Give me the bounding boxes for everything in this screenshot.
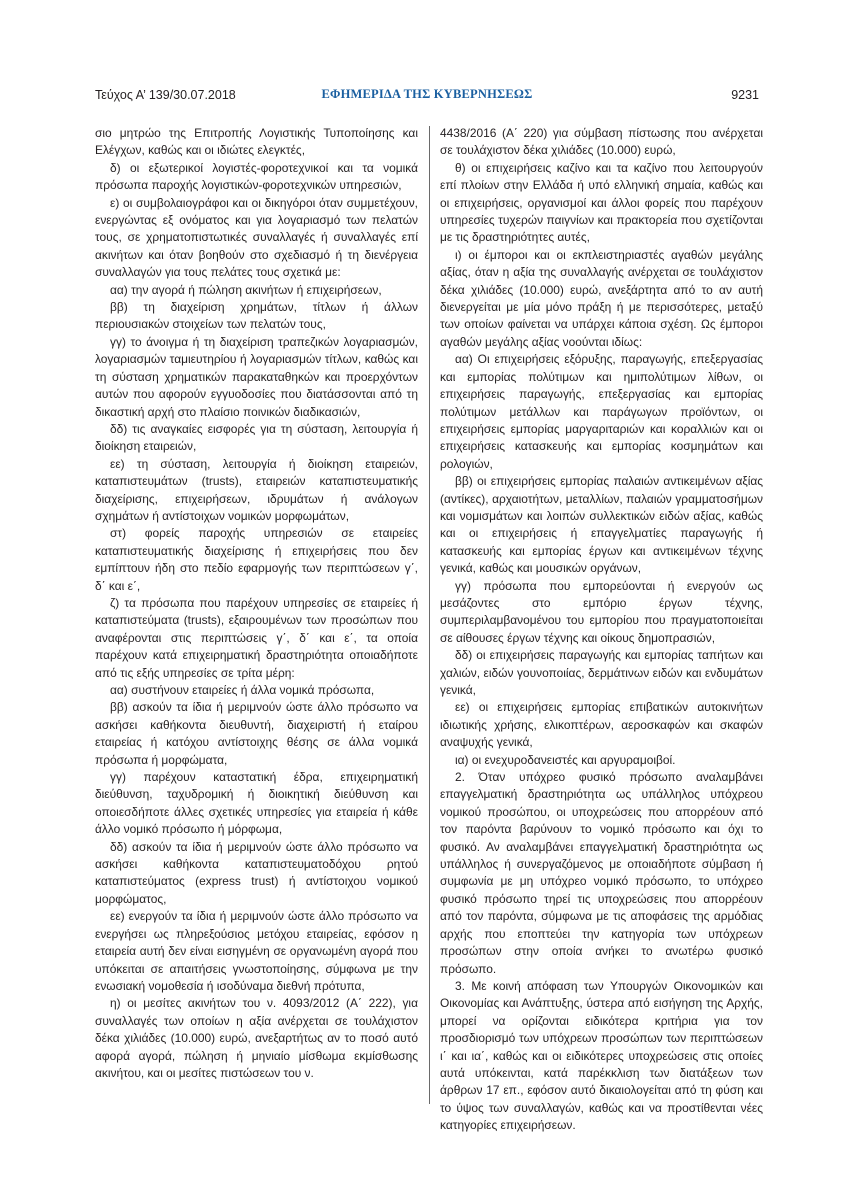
paragraph: δδ) οι επιχειρήσεις παραγωγής και εμπορίας ταπήτων και χαλιών, ειδών γουνοποιίας, δερμάτινων ειδών και ενδυμάτων γενικά, [440, 648, 763, 697]
left-column [95, 125, 418, 1082]
paragraph: γγ) παρέχουν καταστατική έδρα, επιχειρηματική διεύθυνση, ταχυδρομική ή διοικητική διεύθυνση και οποιεσδήποτε άλλες σχετικές υπηρεσίες για εταιρεία ή κάθε άλλο νομικό πρόσωπο ή μόρφωμα, [95, 770, 418, 837]
paragraph: δδ) ασκούν τα ίδια ή μεριμνούν ώστε άλλο πρόσωπο να ασκήσει καθήκοντα καταπιστευματοδόχου ρητού καταπιστεύματος (express trust) ή αντίστοιχου νομικού μορφώματος, [95, 839, 418, 906]
paragraph: ε) οι συμβολαιογράφοι και οι δικηγόροι όταν συμμετέχουν, ενεργώντας εξ ονόματος και για λογαριασμό των πελατών τους, σε χρηματοπιστωτικές συναλλαγές ή συναλλαγές επί ακινήτων και όταν βοηθούν στο σχεδιασμό ή τη διενέργεια συναλλαγών για τους πελάτες τους σχετικά με: [95, 195, 418, 280]
paragraph: θ) οι επιχειρήσεις καζίνο και τα καζίνο που λειτουργούν επί πλοίων στην Ελλάδα ή υπό ελληνική σημαία, καθώς και οι επιχειρήσεις, οργανισμοί και άλλοι φορείς που παρέχουν υπηρεσίες τυχερών παιγνίων και πρακτορεία που σχετίζονται με τις δραστηριότητες αυτές, [440, 160, 763, 245]
paragraph: ζ) τα πρόσωπα που παρέχουν υπηρεσίες σε εταιρείες ή καταπιστεύματα (trusts), εξαιρουμένων των προσώπων που αναφέρονται στις περιπτώσεις γ΄, δ΄ και ε΄, τα οποία παρέχουν κατά επιχειρηματική δραστηριότητα οποιαδήποτε από τις εξής υπηρεσίες σε τρίτα μέρη: [95, 595, 418, 680]
paragraph: αα) Οι επιχειρήσεις εξόρυξης, παραγωγής, επεξεργασίας και εμπορίας πολύτιμων και ημιπολύτιμων λίθων, οι επιχειρήσεις παραγωγής, επεξεργασίας και εμπορίας πολύτιμων μετάλλων και παράγωγων προϊόντων, οι επιχειρήσεις εμπορίας μαργαριταριών και κοραλλιών και οι επιχειρήσεις κατασκευής και εμπορίας κοσμημάτων και ρολογιών, [440, 352, 763, 471]
paragraph: ββ) τη διαχείριση χρημάτων, τίτλων ή άλλων περιουσιακών στοιχείων των πελατών τους, [95, 300, 418, 332]
paragraph: αα) την αγορά ή πώληση ακινήτων ή επιχειρήσεων, [110, 282, 382, 297]
paragraph: σιο μητρώο της Επιτροπής Λογιστικής Τυποποίησης και Ελέγχων, καθώς και οι ιδιώτες ελεγκτές, [95, 126, 418, 158]
paragraph: ββ) ασκούν τα ίδια ή μεριμνούν ώστε άλλο πρόσωπο να ασκήσει καθήκοντα διευθυντή, διαχειριστή ή εταίρου εταιρείας ή κατόχου αντίστοιχης θέσης σε άλλα νομικά πρόσωπα ή μορφώματα, [95, 700, 418, 767]
column-divider [429, 126, 430, 1104]
paragraph: γγ) το άνοιγμα ή τη διαχείριση τραπεζικών λογαριασμών, λογαριασμών ταμιευτηρίου ή λογαριασμών τίτλων, καθώς και τη σύσταση χρηματικών παρακαταθηκών και προερχόντων αυτών που αφορούν εγγυοδοσίες που διατάσσονται από τη δικαστική αρχή στο πλαίσιο ποινικών διαδικασιών, [95, 334, 418, 419]
page-header [95, 88, 759, 104]
paragraph: δ) οι εξωτερικοί λογιστές-φοροτεχνικοί και τα νομικά πρόσωπα παροχής λογιστικών-φοροτεχνικών υπηρεσιών, [95, 160, 418, 193]
page-number: 9231 [731, 88, 759, 102]
paragraph: στ) φορείς παροχής υπηρεσιών σε εταιρείες καταπιστευματικής διαχείρισης ή επιχειρήσεις που δεν εμπίπτουν ήδη στο πεδίο εφαρμογής των περιπτώσεων γ΄, δ΄ και ε΄, [95, 526, 418, 593]
paragraph: ια) οι ενεχυροδανειστές και αργυραμοιβοί. [455, 752, 676, 767]
paragraph: η) οι μεσίτες ακινήτων του ν. 4093/2012 (Α΄ 222), για συναλλαγές των οποίων η αξία ανέρχεται σε τουλάχιστον δέκα χιλιάδες (10.000) ευρώ, ανεξαρτήτως αν το ποσό αυτό αφορά αγορά, πώληση ή μηνιαίο μίσθωμα εκμίσθωσης ακινήτου, και οι μεσίτες πιστώσεων του ν. [95, 996, 418, 1080]
gazette-title: ΕΦΗΜΕΡΙΔΑ ΤΗΣ ΚΥΒΕΡΝΗΣΕΩΣ [321, 87, 533, 101]
paragraph: 4438/2016 (Α΄ 220) για σύμβαση πίστωσης που ανέρχεται σε τουλάχιστον δέκα χιλιάδες (10.000) ευρώ, [440, 126, 763, 158]
paragraph: ββ) οι επιχειρήσεις εμπορίας παλαιών αντικειμένων αξίας (αντίκες), αρχαιοτήτων, μεταλλίων, παλαιών γραμματοσήμων και νομισμάτων και λοιπών συλλεκτικών ειδών αξίας, καθώς και οι επιχειρήσεις ή επαγγελματίες παραγωγής ή κατασκευής και εμπορίας έργων και αντικειμένων τέχνης γενικά, καθώς και μουσικών οργάνων, [440, 474, 763, 576]
paragraph: 3. Με κοινή απόφαση των Υπουργών Οικονομικών και Οικονομίας και Ανάπτυξης, ύστερα από εισήγηση της Αρχής, μπορεί να ορίζονται ειδικότερα κριτήρια για τον προσδιορισμό των υπόχρεων προσώπων των περιπτώσεων ι΄ και ια΄, καθώς και οι ειδικότερες υποχρεώσεις στις οποίες αυτά υπόκεινται, κατά παρέκκλιση των διατάξεων των άρθρων 17 επ., εφόσον αυτό δικαιολογείται από τη φύση και το ύψος των συναλλαγών, καθώς και να προστίθενται νέες κατηγορίες επιχειρήσεων. [440, 978, 763, 1133]
paragraph: 2. Όταν υπόχρεο φυσικό πρόσωπο αναλαμβάνει επαγγελματική δραστηριότητα ως υπάλληλος υπόχρεου νομικού προσώπου, οι υποχρεώσεις που απορρέουν από τον παρόντα βαρύνουν το νομικό πρόσωπο και όχι το φυσικό. Αν αναλαμβάνει επαγγελματική δραστηριότητα ως υπάλληλος ή συνεργαζόμενος με οποιαδήποτε σύμβαση ή συμφωνία με μη υπόχρεο νομικό πρόσωπο, το υπόχρεο φυσικό πρόσωπο τηρεί τις υποχρεώσεις που απορρέουν από τον παρόντα, σύμφωνα με τις αποφάσεις της αρμόδιας αρχής που εποπτεύει την κατηγορία των υπόχρεων προσώπων στην οποία ανήκει το ανωτέρω φυσικό πρόσωπο. [440, 770, 763, 976]
paragraph: εε) οι επιχειρήσεις εμπορίας επιβατικών αυτοκινήτων ιδιωτικής χρήσης, ελικοπτέρων, αεροσκαφών και σκαφών αναψυχής γενικά, [440, 700, 763, 750]
paragraph: ι) οι έμποροι και οι εκπλειστηριαστές αγαθών μεγάλης αξίας, όταν η αξία της συναλλαγής ανέρχεται σε τουλάχιστον δέκα χιλιάδες (10.000) ευρώ, ανεξάρτητα από το αν αυτή διενεργείται με μία μόνο πράξη ή με περισσότερες, μεταξύ των οποίων φαίνεται να υπάρχει κάποια σχέση. Ως έμποροι αγαθών μεγάλης αξίας νοούνται ιδίως: [440, 247, 763, 349]
paragraph: γγ) πρόσωπα που εμπορεύονται ή ενεργούν ως μεσάζοντες στο εμπόριο έργων τέχνης, συμπεριλαμβανομένου του εμπορίου που πραγματοποιείται σε αίθουσες έργων τέχνης και οίκους δημοπρασιών, [440, 578, 763, 645]
paragraph: αα) συστήνουν εταιρείες ή άλλα νομικά πρόσωπα, [110, 683, 375, 697]
issue-label: Τεύχος Α’ 139/30.07.2018 [95, 88, 236, 102]
paragraph: δδ) τις αναγκαίες εισφορές για τη σύσταση, λειτουργία ή διοίκηση εταιρειών, [95, 421, 418, 454]
paragraph: εε) τη σύσταση, λειτουργία ή διοίκηση εταιρειών, καταπιστευμάτων (trusts), εταιρειών καταπιστευματικής διαχείρισης, επιχειρήσεων, ιδρυμάτων ή ανάλογων σχημάτων ή αντίστοιχων νομικών μορφωμάτων, [95, 456, 418, 523]
paragraph: εε) ενεργούν τα ίδια ή μεριμνούν ώστε άλλο πρόσωπο να ενεργήσει ως πληρεξούσιος μετόχου εταιρείας, εφόσον η εταιρεία αυτή δεν είναι εισηγμένη σε οργανωμένη αγορά που υπόκειται σε απαιτήσεις γνωστοποίησης, σύμφωνα με την ενωσιακή νομοθεσία ή ισοδύναμα διεθνή πρότυπα, [95, 909, 418, 993]
right-column [440, 125, 763, 1135]
